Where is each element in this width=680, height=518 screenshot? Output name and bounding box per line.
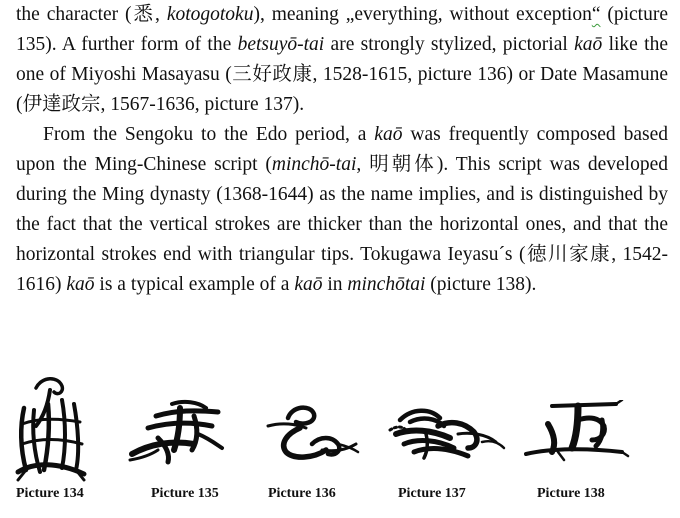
text-run: ), meaning „everything, without exception	[253, 4, 592, 25]
text-run: are strongly stylized, pictorial	[324, 34, 575, 55]
text-run: like the one of Miyoshi Masayasu (三好政康, 1528-1615, picture 136) or Date Masamune (伊達政宗, 1567-1636, picture 137).	[16, 34, 668, 115]
text-run: 悉	[131, 4, 156, 25]
italic-term: kaō	[66, 274, 95, 295]
italic-term: kaō	[294, 274, 323, 295]
text-run: was frequently composed based upon the Ming-Chinese script (	[16, 124, 668, 175]
figure-caption-135: Picture 135	[151, 486, 219, 501]
text-run: ,	[155, 4, 167, 25]
kao-signature-image-136	[266, 400, 360, 466]
spellcheck-marked-quote: “	[591, 4, 601, 25]
figure-caption-134: Picture 134	[16, 486, 84, 501]
italic-term: betsuyō-tai	[237, 34, 325, 55]
figure-caption-136: Picture 136	[268, 486, 336, 501]
paragraph-1	[16, 0, 668, 120]
paragraph-2	[16, 120, 668, 300]
figure-caption-137: Picture 137	[398, 486, 466, 501]
text-run: in	[322, 274, 348, 295]
italic-term: kaō	[574, 34, 603, 55]
kao-signature-image-137	[386, 404, 508, 464]
kao-signature-image-135	[128, 398, 228, 468]
kao-signature-image-134	[14, 374, 88, 482]
text-run: (picture 138).	[425, 274, 537, 295]
text-run: (picture 135). A further form of the	[16, 4, 668, 55]
figure-caption-138: Picture 138	[537, 486, 605, 501]
text-run: , 明朝体). This script was developed during the Ming dynasty (1368-1644) as the name implies, and is distinguished by the fact that the vertical strokes are thicker than the horizontal ones, and that the horizontal strokes end with triangular tips. Tokugawa Ieyasu´s (徳川家康, 1542-1616)	[16, 154, 668, 295]
italic-term: kaō	[374, 124, 403, 145]
text-run: From the Sengoku to the Edo period, a	[43, 124, 375, 145]
italic-term: kotogotoku	[166, 4, 254, 25]
italic-term: minchōtai	[347, 274, 426, 295]
italic-term: minchō-tai	[271, 154, 357, 175]
text-run: the character (	[16, 4, 132, 25]
document-text	[16, 0, 668, 300]
kao-signature-image-138	[518, 400, 630, 464]
text-run: is a typical example of a	[94, 274, 295, 295]
kao-figures-row	[0, 366, 680, 518]
